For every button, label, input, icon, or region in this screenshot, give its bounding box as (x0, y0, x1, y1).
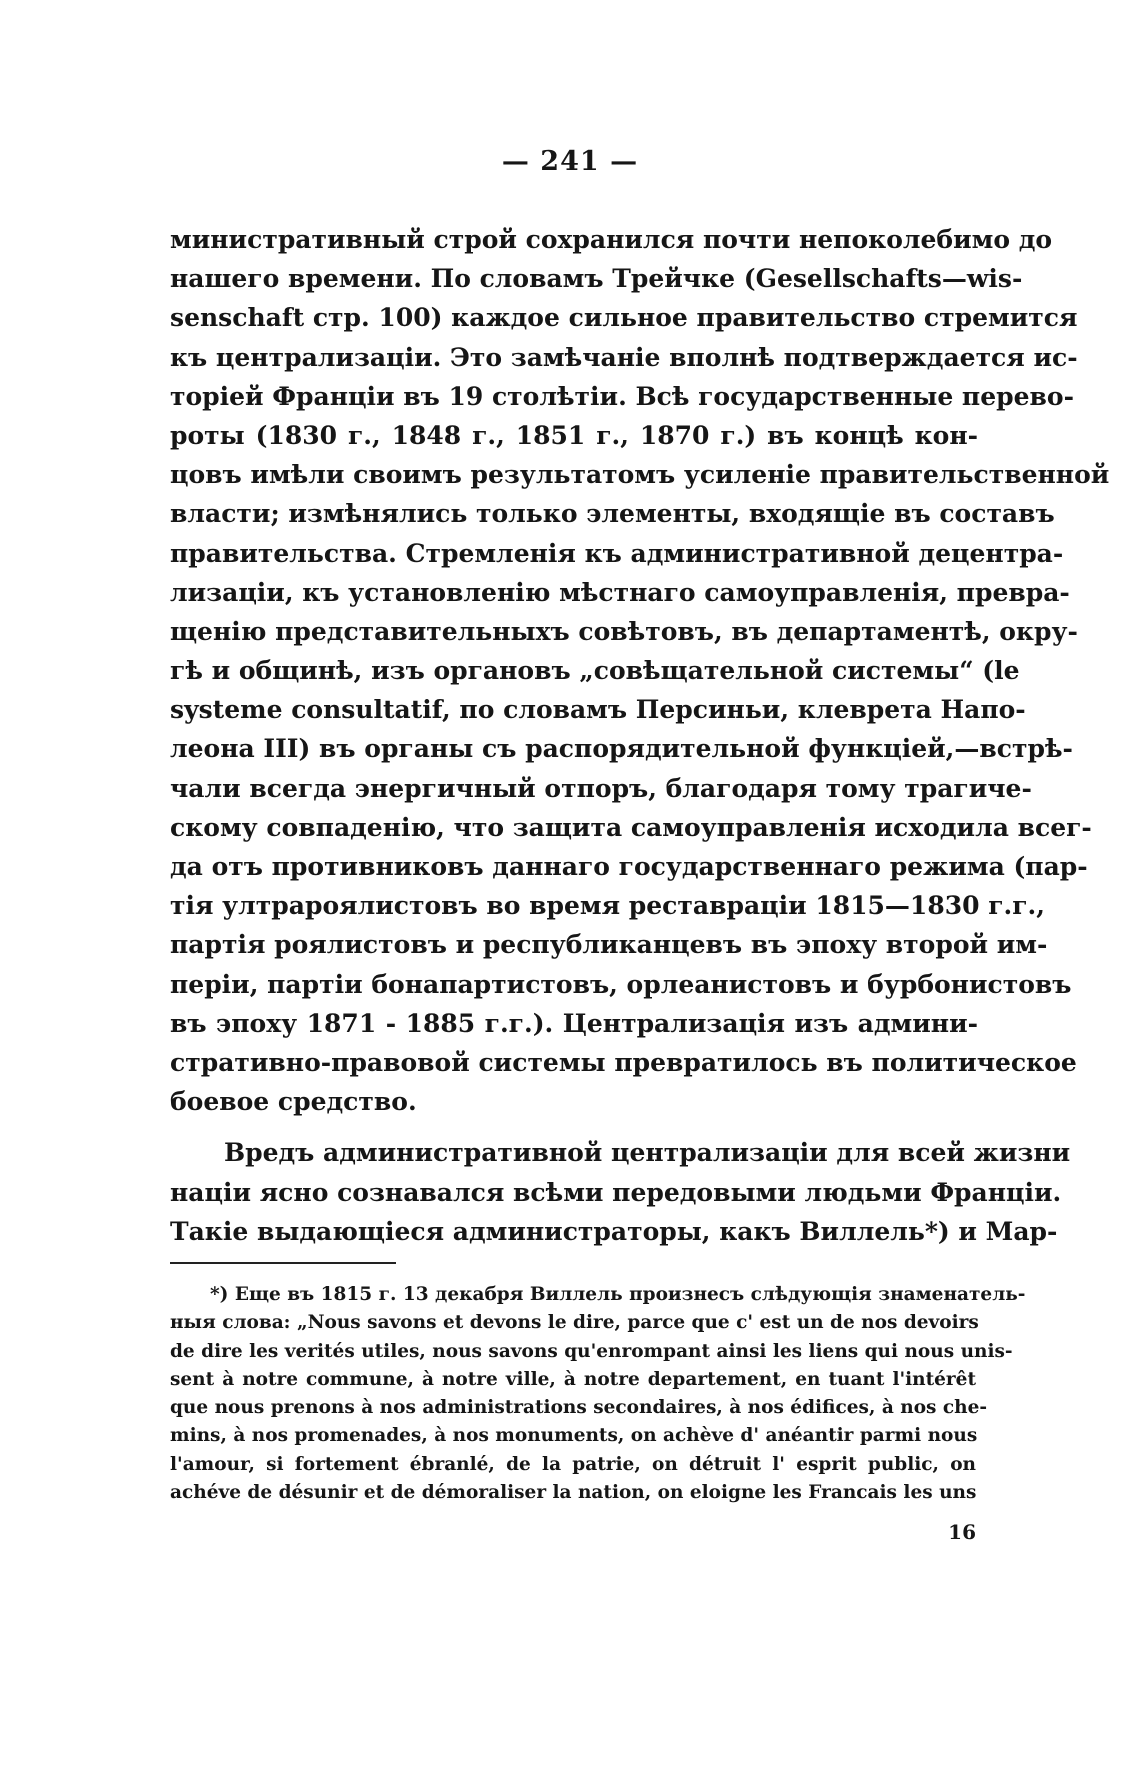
signature-mark: 16 (948, 1520, 976, 1544)
text-line: націи ясно сознавался всѣми передовыми людьми Франціи. (170, 1177, 1062, 1207)
text-line: нашего времени. По словамъ Трейчке (Gesellschafts—wis- (170, 264, 1023, 294)
page-number: — 241 — (501, 146, 639, 177)
text-line: власти; измѣнялись только элементы, входящіе въ составъ (170, 499, 1055, 529)
text-line: да отъ противниковъ даннаго государственнаго режима (пар- (170, 852, 1088, 881)
paragraph-gap (170, 1121, 978, 1133)
footnote-line: sent à notre commune, à notre ville, à notre departement, en tuant l'intérêt (170, 1368, 976, 1390)
text-line: министративный строй сохранился почти непоколебимо до (170, 225, 1053, 254)
footnote-line: de dire les verités utiles, nous savons qu'enrompant ainsi les liens qui nous unis- (170, 1340, 1013, 1362)
main-text (170, 220, 1110, 1251)
text-line: systeme consultatif, по словамъ Персиньи, клеврета Напо- (170, 695, 1026, 725)
text-line: роты (1830 г., 1848 г., 1851 г., 1870 г.) въ концѣ кон- (170, 420, 978, 450)
text-line: лизаціи, къ установленію мѣстнаго самоуправленія, превра- (170, 577, 1070, 607)
footnote-line: achéve de désunir et de démoraliser la nation, on eloigne les Francais les uns (170, 1482, 977, 1504)
text-line: щенію представительныхъ совѣтовъ, въ департаментѣ, окру- (170, 616, 1078, 646)
footnote-line: mins, à nos promenades, à nos monuments, on achève d' anéantir parmi nous (170, 1425, 978, 1447)
footnote-line: ныя слова: „Nous savons et devons le dire, parce que c' est un de nos devoirs (170, 1312, 979, 1334)
text-line: правительства. Стремленія къ административной децентра- (170, 538, 1064, 568)
footnote-line: que nous prenons à nos administrations secondaires, à nos édifices, à nos che- (170, 1397, 988, 1419)
text-line: въ эпоху 1871 - 1885 г.г.). Централизація изъ админи- (170, 1008, 978, 1038)
text-line: къ централизаціи. Это замѣчаніе вполнѣ подтверждается ис- (170, 342, 1078, 372)
text-line: Вредъ административной централизаціи для всей жизни (224, 1138, 1071, 1168)
text-line: тія ултрароялистовъ во время реставраціи 1815—1830 г.г., (170, 891, 1045, 921)
text-line: леона III) въ органы съ распорядительной функціей,—встрѣ- (170, 734, 1073, 764)
text-line: торіей Франціи въ 19 столѣтіи. Всѣ государственные перево- (170, 381, 1074, 411)
text-line: Такіе выдающіеся администраторы, какъ Виллель*) и Мар- (170, 1216, 1058, 1246)
text-line: періи, партіи бонапартистовъ, орлеанистовъ и бурбонистовъ (170, 969, 1072, 999)
text-line: senschaft стр. 100) каждое сильное правительство стремится (170, 303, 1078, 333)
text-line: цовъ имѣли своимъ результатомъ усиленіе правительственной (170, 460, 1110, 490)
text-line: стративно-правовой системы превратилось въ политическое (170, 1047, 1077, 1077)
footnote (170, 1281, 1026, 1507)
footnote-line: l'amour, si fortement ébranlé, de la patrie, on détruit l' esprit public, on (170, 1453, 976, 1475)
text-line: боевое средство. (170, 1087, 417, 1117)
footnote-line: *) Еще въ 1815 г. 13 декабря Виллель произнесъ слѣдующія знаменатель- (210, 1284, 1026, 1305)
paragraph (170, 220, 1110, 1121)
text-line: чали всегда энергичный отпоръ, благодаря тому трагиче- (170, 773, 1032, 803)
text-line: гѣ и общинѣ, изъ органовъ „совѣщательной системы“ (le (170, 656, 1020, 686)
text-line: скому совпаденію, что защита самоуправленія исходила всег- (170, 812, 1092, 842)
paragraph (170, 1133, 1071, 1251)
text-line: партія роялистовъ и республиканцевъ въ эпоху второй им- (170, 930, 1048, 960)
footnote-divider (170, 1262, 396, 1264)
